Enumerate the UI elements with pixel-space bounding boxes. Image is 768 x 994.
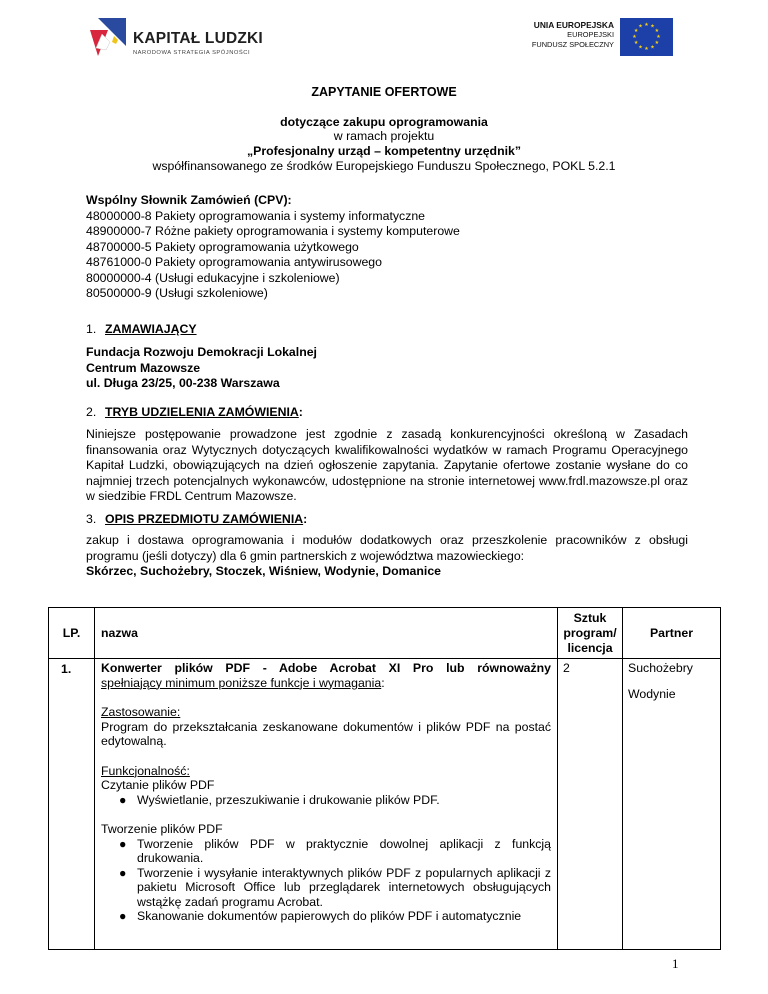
cpv-heading: Wspólny Słownik Zamówień (CPV): <box>86 193 292 207</box>
header-partner-label: Partner <box>649 626 694 640</box>
header-lp <box>49 608 95 659</box>
authority-line: Fundacja Rozwoju Demokracji Lokalnej <box>86 345 317 359</box>
bullet-icon: ● <box>119 909 127 923</box>
svg-text:★: ★ <box>638 23 643 30</box>
document-title: ZAPYTANIE OFERTOWE <box>311 85 457 99</box>
eu-fund-label <box>532 20 614 50</box>
bullet-icon: ● <box>119 865 127 880</box>
products-table <box>48 607 721 950</box>
section-title: OPIS PRZEDMIOTU ZAMÓWIENIA <box>105 512 304 526</box>
svg-text:★: ★ <box>656 34 661 40</box>
section-title: ZAMAWIAJĄCY <box>105 322 197 336</box>
municipalities-list: Skórzec, Suchożebry, Stoczek, Wiśniew, Wodynie, Domanice <box>86 564 442 578</box>
list-item-text: Wyświetlanie, przeszukiwanie i drukowanie plików PDF. <box>137 792 440 807</box>
subject-description <box>86 533 688 580</box>
cpv-block <box>86 193 688 302</box>
subject-text: zakup i dostawa oprogramowania i modułów dodatkowych oraz przeszkolenie pracowników z obsługi programu (jeśli dotyczy) dla 6 gmin partnerskich z województwa mazowieckiego: <box>86 533 688 563</box>
authority-line: Centrum Mazowsze <box>86 360 201 375</box>
cpv-item: 48900000-7 Różne pakiety oprogramowania i systemy komputerowe <box>86 224 460 238</box>
section-number: 1. <box>86 322 97 336</box>
list-item <box>101 793 551 808</box>
section-colon: : <box>298 405 303 419</box>
svg-text:★: ★ <box>633 40 639 46</box>
svg-text:★: ★ <box>644 22 649 28</box>
section-3-heading <box>86 512 307 526</box>
project-name: „Profesjonalny urząd – kompetentny urzędnik” <box>246 144 521 158</box>
project-info <box>0 129 768 174</box>
cpv-item: 48700000-5 Pakiety oprogramowania użytkowego <box>86 239 359 254</box>
section-colon: : <box>303 512 308 526</box>
svg-text:★: ★ <box>650 44 655 51</box>
contracting-authority <box>86 345 688 392</box>
table-header-row <box>49 608 721 659</box>
procedure-text: Niniejsze postępowanie prowadzone jest zgodnie z zasadą konkurencyjności określoną w Zasadach finansowania oraz Wytycznych dotyczących kwalifikowalności wydatków w ramach Programu Operacyjnego Kapitał Ludzki, obowiązujących na dzień ogłoszenie zapytania. Zapytanie ofertowe zostanie wysłane do co najmniej trzech potencjalnych wykonawców, udostępnione na stronie internetowej www.frdl.mazowsze.pl oraz w siedzibie FRDL Centrum Mazowsze. <box>86 427 688 503</box>
kapital-ludzki-title: KAPITAŁ LUDZKI <box>133 30 263 47</box>
partner-name: Suchożebry <box>628 661 693 675</box>
kapital-ludzki-logo-icon <box>88 16 128 58</box>
list-item-text: Tworzenie plików PDF w praktycznie dowolnej aplikacji z funkcją drukowania. <box>137 836 551 865</box>
project-line-1: w ramach projektu <box>333 129 435 143</box>
list-item <box>101 837 551 866</box>
cpv-item: 80000000-4 (Usługi edukacyjne i szkoleniowe) <box>86 270 340 285</box>
eu-line-2: EUROPEJSKI <box>567 30 614 39</box>
row-lp <box>49 659 95 950</box>
page-header <box>0 0 768 70</box>
kapital-ludzki-subtitle: NARODOWA STRATEGIA SPÓJNOŚCI <box>133 50 251 56</box>
row-qty <box>558 659 623 950</box>
svg-text:★: ★ <box>638 44 643 51</box>
product-name: Konwerter plików PDF - Adobe Acrobat XI Pro lub równoważny <box>101 661 551 675</box>
eu-flag-icon <box>620 18 673 56</box>
requirement-colon: : <box>381 675 385 690</box>
list-item-text: Skanowanie dokumentów papierowych do plików PDF i automatycznie <box>137 909 522 923</box>
list-item <box>101 909 551 924</box>
row-qty-value: 2 <box>563 661 570 675</box>
table-row <box>49 659 721 950</box>
cpv-item: 48761000-0 Pakiety oprogramowania antywirusowego <box>86 255 382 269</box>
functionality-label: Funkcjonalność: <box>101 763 190 778</box>
document-subtitle: dotyczące zakupu oprogramowania <box>280 115 488 129</box>
cpv-item: 80500000-9 (Usługi szkoleniowe) <box>86 286 268 300</box>
eu-line-3: FUNDUSZ SPOŁECZNY <box>531 40 614 49</box>
usage-label: Zastosowanie: <box>101 705 181 719</box>
svg-text:★: ★ <box>650 23 655 30</box>
header-qty-label: Sztuk program/ licencja <box>563 610 617 655</box>
svg-text:★: ★ <box>633 28 639 34</box>
header-name <box>95 608 558 659</box>
partner-name: Wodynie <box>628 687 676 701</box>
section-1-heading <box>86 322 197 336</box>
eu-line-1: UNIA EUROPEJSKA <box>533 20 614 30</box>
usage-text: Program do przekształcania zeskanowane dokumentów i plików PDF na postać edytowalną. <box>101 719 551 748</box>
row-lp-value: 1. <box>61 662 72 676</box>
row-partner <box>623 659 721 950</box>
bullet-icon: ● <box>119 792 127 807</box>
svg-text:★: ★ <box>654 40 660 46</box>
header-partner <box>623 608 721 659</box>
cpv-item: 48000000-8 Pakiety oprogramowania i systemy informatyczne <box>86 208 426 223</box>
bullet-icon: ● <box>119 836 127 851</box>
section-title: TRYB UDZIELENIA ZAMÓWIENIA <box>105 405 299 419</box>
section-2-heading <box>86 405 303 419</box>
list-item <box>101 866 551 910</box>
svg-text:★: ★ <box>632 34 637 40</box>
svg-text:★: ★ <box>644 46 649 52</box>
requirement-text: spełniający minimum poniższe funkcje i wymagania <box>101 675 382 690</box>
row-description <box>95 659 558 950</box>
authority-line: ul. Długa 23/25, 00-238 Warszawa <box>86 376 280 390</box>
header-name-label: nazwa <box>101 626 138 640</box>
section-number: 2. <box>86 405 97 419</box>
list-item-text: Tworzenie i wysyłanie interaktywnych plików PDF z popularnych aplikacji z pakietu Microsoft Office lub przeglądarek internetowych obsługujących wstążkę zadań programu Acrobat. <box>137 865 551 909</box>
row-description-content <box>95 659 557 924</box>
page-number: 1 <box>672 956 679 971</box>
read-pdf-label: Czytanie plików PDF <box>101 778 215 792</box>
svg-text:★: ★ <box>654 28 660 34</box>
create-pdf-label: Tworzenie plików PDF <box>101 822 223 836</box>
section-number: 3. <box>86 512 97 526</box>
header-qty <box>558 608 623 659</box>
project-cofinancing: współfinansowanego ze środków Europejskiego Funduszu Społecznego, POKL 5.2.1 <box>152 159 616 173</box>
header-lp-label: LP. <box>62 626 81 640</box>
